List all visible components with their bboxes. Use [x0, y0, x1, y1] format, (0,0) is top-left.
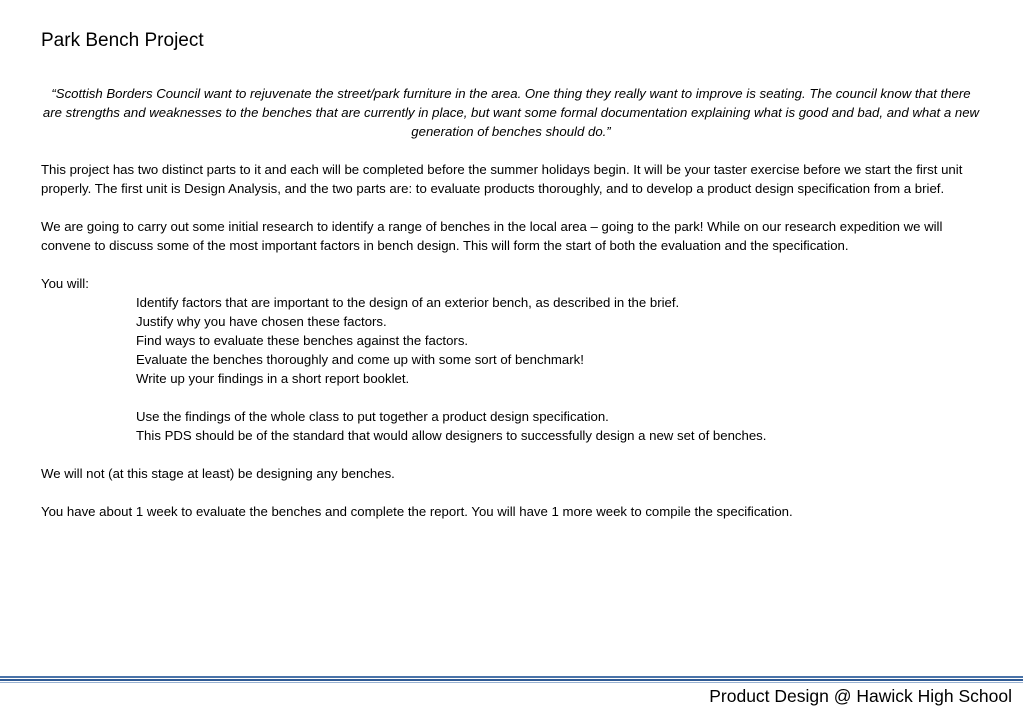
footer-divider-line: [0, 682, 1023, 683]
footer-divider: [0, 676, 1023, 684]
research-paragraph: We are going to carry out some initial research to identify a range of benches in the local area – going to the park! While on our research expedition we will convene to discuss some of the most important factors in bench design. This will form the start of both the evaluation and the specification.: [41, 219, 943, 253]
timeline-note: You have about 1 week to evaluate the benches and complete the report. You will have 1 more week to compile the specification.: [41, 504, 793, 519]
page-title: Park Bench Project: [41, 30, 204, 51]
list-item: Find ways to evaluate these benches against the factors.: [136, 333, 469, 348]
task-list-specification: [136, 407, 981, 445]
brief-quote: “Scottish Borders Council want to rejuvenate the street/park furniture in the area. One thing they really want to improve is seating. The council know that there are strengths and weaknesses to the benches that are currently in place, but want some formal documentation explaining what is good and bad, and what a new generation of benches should do.”: [42, 86, 980, 139]
task-list-evaluation: [136, 293, 981, 388]
document-body: [41, 84, 981, 540]
list-item: Write up your findings in a short report booklet.: [136, 371, 410, 386]
footer-divider-line: [0, 676, 1023, 678]
no-design-note: We will not (at this stage at least) be designing any benches.: [41, 466, 395, 481]
list-item: Identify factors that are important to the design of an exterior bench, as described in the brief.: [136, 295, 680, 310]
list-item: This PDS should be of the standard that would allow designers to successfully design a new set of benches.: [136, 428, 767, 443]
footer-divider-line: [0, 679, 1023, 681]
list-item: Use the findings of the whole class to put together a product design specification.: [136, 409, 609, 424]
you-will-label: You will:: [41, 276, 89, 291]
list-item: Justify why you have chosen these factors.: [136, 314, 387, 329]
intro-paragraph: This project has two distinct parts to it and each will be completed before the summer holidays begin. It will be your taster exercise before we start the first unit properly. The first unit is Design Analysis, and the two parts are: to evaluate products thoroughly, and to develop a product design specification from a brief.: [41, 162, 963, 196]
list-item: Evaluate the benches thoroughly and come up with some sort of benchmark!: [136, 352, 584, 367]
footer-school-name: Product Design @ Hawick High School: [709, 686, 1012, 706]
